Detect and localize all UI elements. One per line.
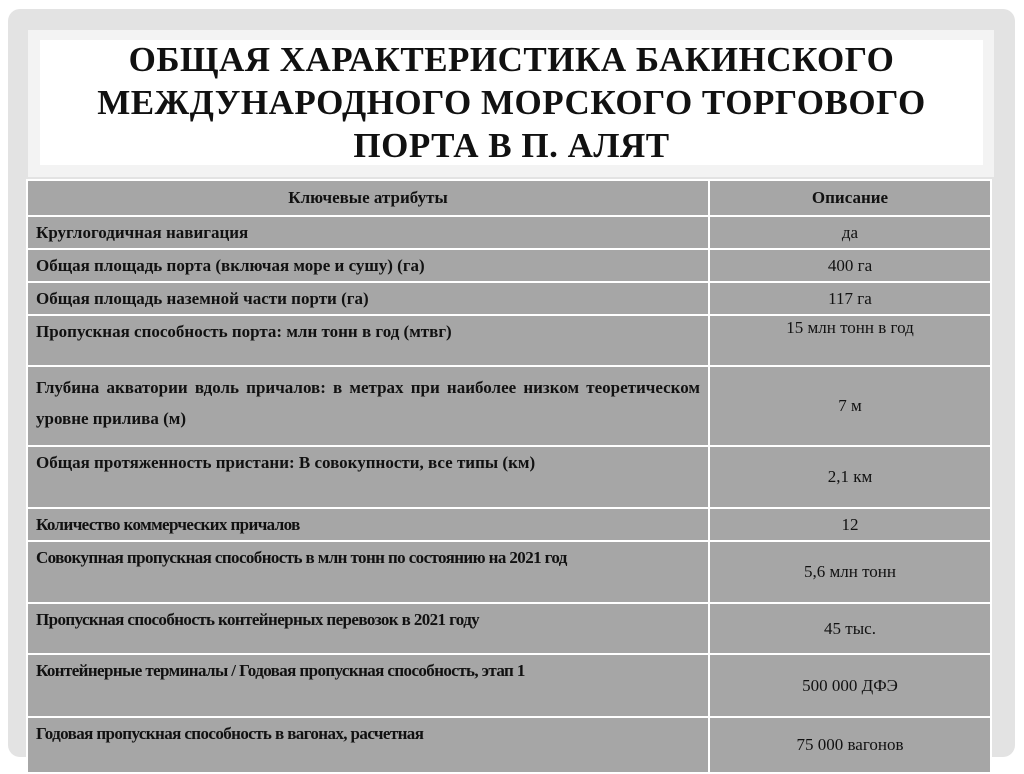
attribute-cell: Контейнерные терминалы / Годовая пропускная способность, этап 1 — [27, 654, 709, 717]
table-row — [27, 216, 991, 249]
table-row — [27, 249, 991, 282]
value-cell: 117 га — [709, 282, 991, 315]
value-cell: 400 га — [709, 249, 991, 282]
table-row — [27, 717, 991, 773]
value-cell: 12 — [709, 508, 991, 541]
attribute-cell: Глубина акватории вдоль причалов: в метрах при наиболее низком теоретическом уровне прилива (м) — [27, 366, 709, 446]
table-row — [27, 282, 991, 315]
attribute-cell: Количество коммерческих причалов — [27, 508, 709, 541]
value-cell: да — [709, 216, 991, 249]
header-key-attributes: Ключевые атрибуты — [27, 180, 709, 216]
value-cell: 5,6 млн тонн — [709, 541, 991, 603]
value-cell: 75 000 вагонов — [709, 717, 991, 773]
attribute-cell: Круглогодичная навигация — [27, 216, 709, 249]
attribute-cell: Общая протяженность пристани: В совокупности, все типы (км) — [27, 446, 709, 508]
value-cell: 7 м — [709, 366, 991, 446]
table-header-row — [27, 180, 991, 216]
slide-title: ОБЩАЯ ХАРАКТЕРИСТИКА БАКИНСКОГО МЕЖДУНАРОДНОГО МОРСКОГО ТОРГОВОГО ПОРТА В П. АЛЯТ — [97, 40, 926, 165]
attribute-cell: Совокупная пропускная способность в млн тонн по состоянию на 2021 год — [27, 541, 709, 603]
table-row — [27, 315, 991, 366]
attribute-cell: Пропускная способность контейнерных перевозок в 2021 году — [27, 603, 709, 654]
header-description: Описание — [709, 180, 991, 216]
table-row — [27, 508, 991, 541]
title-box — [40, 40, 983, 165]
table-row — [27, 541, 991, 603]
attributes-table — [26, 179, 992, 774]
value-cell: 45 тыс. — [709, 603, 991, 654]
value-cell: 500 000 ДФЭ — [709, 654, 991, 717]
table-row — [27, 446, 991, 508]
value-cell: 2,1 км — [709, 446, 991, 508]
attribute-cell: Общая площадь наземной части порти (га) — [27, 282, 709, 315]
attribute-cell: Пропускная способность порта: млн тонн в год (мтвг) — [27, 315, 709, 366]
table-row — [27, 366, 991, 446]
value-cell: 15 млн тонн в год — [709, 315, 991, 366]
attribute-cell: Общая площадь порта (включая море и сушу) (га) — [27, 249, 709, 282]
table-row — [27, 603, 991, 654]
table-row — [27, 654, 991, 717]
attribute-cell: Годовая пропускная способность в вагонах, расчетная — [27, 717, 709, 773]
